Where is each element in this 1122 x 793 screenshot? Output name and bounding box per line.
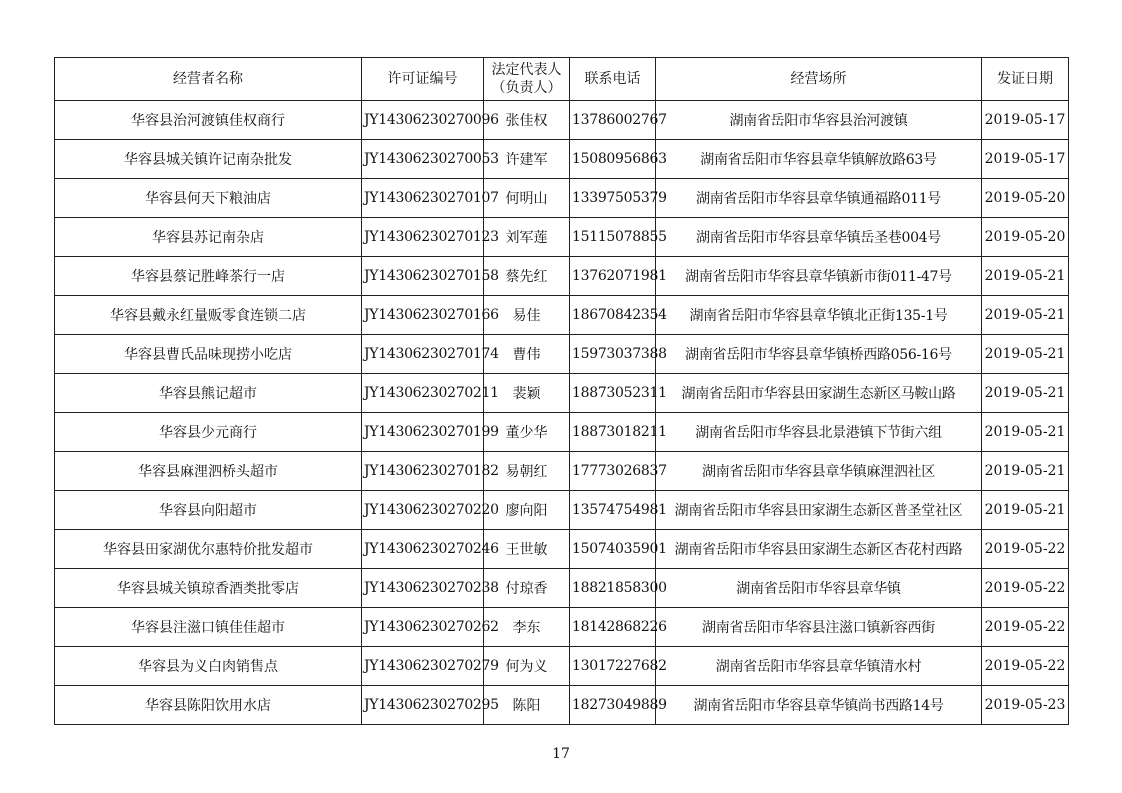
header-row — [55, 58, 1069, 101]
legal-rep-cell: 曹伟 — [484, 335, 570, 374]
address-cell: 湖南省岳阳市华容县章华镇北正街135-1号 — [656, 296, 982, 335]
table-row — [55, 296, 1069, 335]
issue-date-cell: 2019-05-22 — [982, 608, 1069, 647]
header-legal-rep-line2: （负责人） — [491, 80, 562, 96]
legal-rep-cell: 刘军莲 — [484, 218, 570, 257]
license-no-cell: JY14306230270166 — [362, 296, 484, 335]
phone-cell: 15074035901 — [570, 530, 656, 569]
issue-date-cell: 2019-05-21 — [982, 296, 1069, 335]
table-row — [55, 101, 1069, 140]
issue-date-cell: 2019-05-21 — [982, 374, 1069, 413]
address-cell: 湖南省岳阳市华容县章华镇岳圣巷004号 — [656, 218, 982, 257]
operator-name-cell: 华容县陈阳饮用水店 — [55, 686, 362, 725]
table-row — [55, 140, 1069, 179]
legal-rep-cell: 许建军 — [484, 140, 570, 179]
phone-cell: 13397505379 — [570, 179, 656, 218]
license-no-cell: JY14306230270262 — [362, 608, 484, 647]
table-row — [55, 218, 1069, 257]
license-no-cell: JY14306230270220 — [362, 491, 484, 530]
license-no-cell: JY14306230270295 — [362, 686, 484, 725]
phone-cell: 13786002767 — [570, 101, 656, 140]
address-cell: 湖南省岳阳市华容县治河渡镇 — [656, 101, 982, 140]
license-no-cell: JY14306230270199 — [362, 413, 484, 452]
header-legal-rep — [484, 58, 570, 101]
address-cell: 湖南省岳阳市华容县注滋口镇新容西街 — [656, 608, 982, 647]
phone-cell: 17773026837 — [570, 452, 656, 491]
issue-date-cell: 2019-05-21 — [982, 413, 1069, 452]
phone-cell: 18873052311 — [570, 374, 656, 413]
table-row — [55, 452, 1069, 491]
table-row — [55, 491, 1069, 530]
legal-rep-cell: 陈阳 — [484, 686, 570, 725]
operator-name-cell: 华容县城关镇琼香酒类批零店 — [55, 569, 362, 608]
phone-cell: 15080956863 — [570, 140, 656, 179]
table-row — [55, 257, 1069, 296]
legal-rep-cell: 何明山 — [484, 179, 570, 218]
license-no-cell: JY14306230270096 — [362, 101, 484, 140]
address-cell: 湖南省岳阳市华容县田家湖生态新区马鞍山路 — [656, 374, 982, 413]
license-no-cell: JY14306230270238 — [362, 569, 484, 608]
address-cell: 湖南省岳阳市华容县田家湖生态新区普圣堂社区 — [656, 491, 982, 530]
operator-name-cell: 华容县麻浬泗桥头超市 — [55, 452, 362, 491]
license-no-cell: JY14306230270158 — [362, 257, 484, 296]
table-row — [55, 530, 1069, 569]
license-no-cell: JY14306230270279 — [362, 647, 484, 686]
phone-cell: 18873018211 — [570, 413, 656, 452]
operator-name-cell: 华容县蔡记胜峰茶行一店 — [55, 257, 362, 296]
address-cell: 湖南省岳阳市华容县章华镇 — [656, 569, 982, 608]
phone-cell: 15973037388 — [570, 335, 656, 374]
page-number: 17 — [552, 746, 570, 762]
operator-name-cell: 华容县为义白肉销售点 — [55, 647, 362, 686]
table-body — [55, 101, 1069, 725]
address-cell: 湖南省岳阳市华容县章华镇解放路63号 — [656, 140, 982, 179]
operator-name-cell: 华容县戴永红量贩零食连锁二店 — [55, 296, 362, 335]
operator-name-cell: 华容县何天下粮油店 — [55, 179, 362, 218]
legal-rep-cell: 何为义 — [484, 647, 570, 686]
license-no-cell: JY14306230270107 — [362, 179, 484, 218]
operator-name-cell: 华容县向阳超市 — [55, 491, 362, 530]
address-cell: 湖南省岳阳市华容县北景港镇下节街六组 — [656, 413, 982, 452]
address-cell: 湖南省岳阳市华容县田家湖生态新区杏花村西路 — [656, 530, 982, 569]
phone-cell: 18670842354 — [570, 296, 656, 335]
issue-date-cell: 2019-05-23 — [982, 686, 1069, 725]
phone-cell: 13017227682 — [570, 647, 656, 686]
issue-date-cell: 2019-05-21 — [982, 491, 1069, 530]
table-row — [55, 647, 1069, 686]
operator-name-cell: 华容县少元商行 — [55, 413, 362, 452]
issue-date-cell: 2019-05-21 — [982, 257, 1069, 296]
license-no-cell: JY14306230270211 — [362, 374, 484, 413]
issue-date-cell: 2019-05-17 — [982, 101, 1069, 140]
operator-name-cell: 华容县城关镇许记南杂批发 — [55, 140, 362, 179]
address-cell: 湖南省岳阳市华容县章华镇尚书西路14号 — [656, 686, 982, 725]
license-no-cell: JY14306230270174 — [362, 335, 484, 374]
header-phone: 联系电话 — [570, 58, 656, 101]
issue-date-cell: 2019-05-20 — [982, 179, 1069, 218]
phone-cell: 18273049889 — [570, 686, 656, 725]
issue-date-cell: 2019-05-22 — [982, 647, 1069, 686]
phone-cell: 13762071981 — [570, 257, 656, 296]
legal-rep-cell: 张佳权 — [484, 101, 570, 140]
operator-name-cell: 华容县苏记南杂店 — [55, 218, 362, 257]
operator-name-cell: 华容县田家湖优尔惠特价批发超市 — [55, 530, 362, 569]
operator-name-cell: 华容县治河渡镇佳权商行 — [55, 101, 362, 140]
operator-name-cell: 华容县熊记超市 — [55, 374, 362, 413]
table-row — [55, 374, 1069, 413]
legal-rep-cell: 董少华 — [484, 413, 570, 452]
phone-cell: 13574754981 — [570, 491, 656, 530]
license-table — [54, 57, 1069, 725]
header-license-no: 许可证编号 — [362, 58, 484, 101]
header-legal-rep-line1: 法定代表人 — [491, 62, 562, 78]
issue-date-cell: 2019-05-22 — [982, 569, 1069, 608]
table-row — [55, 179, 1069, 218]
license-no-cell: JY14306230270053 — [362, 140, 484, 179]
license-no-cell: JY14306230270246 — [362, 530, 484, 569]
legal-rep-cell: 王世敏 — [484, 530, 570, 569]
legal-rep-cell: 易朝红 — [484, 452, 570, 491]
address-cell: 湖南省岳阳市华容县章华镇新市街011-47号 — [656, 257, 982, 296]
header-address: 经营场所 — [656, 58, 982, 101]
legal-rep-cell: 裴颖 — [484, 374, 570, 413]
address-cell: 湖南省岳阳市华容县章华镇麻浬泗社区 — [656, 452, 982, 491]
issue-date-cell: 2019-05-22 — [982, 530, 1069, 569]
operator-name-cell: 华容县注滋口镇佳佳超市 — [55, 608, 362, 647]
issue-date-cell: 2019-05-20 — [982, 218, 1069, 257]
legal-rep-cell: 付琼香 — [484, 569, 570, 608]
table-row — [55, 686, 1069, 725]
address-cell: 湖南省岳阳市华容县章华镇清水村 — [656, 647, 982, 686]
license-no-cell: JY14306230270182 — [362, 452, 484, 491]
operator-name-cell: 华容县曹氏品味现捞小吃店 — [55, 335, 362, 374]
issue-date-cell: 2019-05-17 — [982, 140, 1069, 179]
legal-rep-cell: 李东 — [484, 608, 570, 647]
issue-date-cell: 2019-05-21 — [982, 335, 1069, 374]
table-row — [55, 413, 1069, 452]
table-row — [55, 569, 1069, 608]
header-operator-name: 经营者名称 — [55, 58, 362, 101]
legal-rep-cell: 易佳 — [484, 296, 570, 335]
table-row — [55, 608, 1069, 647]
license-no-cell: JY14306230270123 — [362, 218, 484, 257]
address-cell: 湖南省岳阳市华容县章华镇通福路011号 — [656, 179, 982, 218]
phone-cell: 18142868226 — [570, 608, 656, 647]
issue-date-cell: 2019-05-21 — [982, 452, 1069, 491]
address-cell: 湖南省岳阳市华容县章华镇桥西路056-16号 — [656, 335, 982, 374]
phone-cell: 18821858300 — [570, 569, 656, 608]
phone-cell: 15115078855 — [570, 218, 656, 257]
table-row — [55, 335, 1069, 374]
header-issue-date: 发证日期 — [982, 58, 1069, 101]
legal-rep-cell: 蔡先红 — [484, 257, 570, 296]
legal-rep-cell: 廖向阳 — [484, 491, 570, 530]
